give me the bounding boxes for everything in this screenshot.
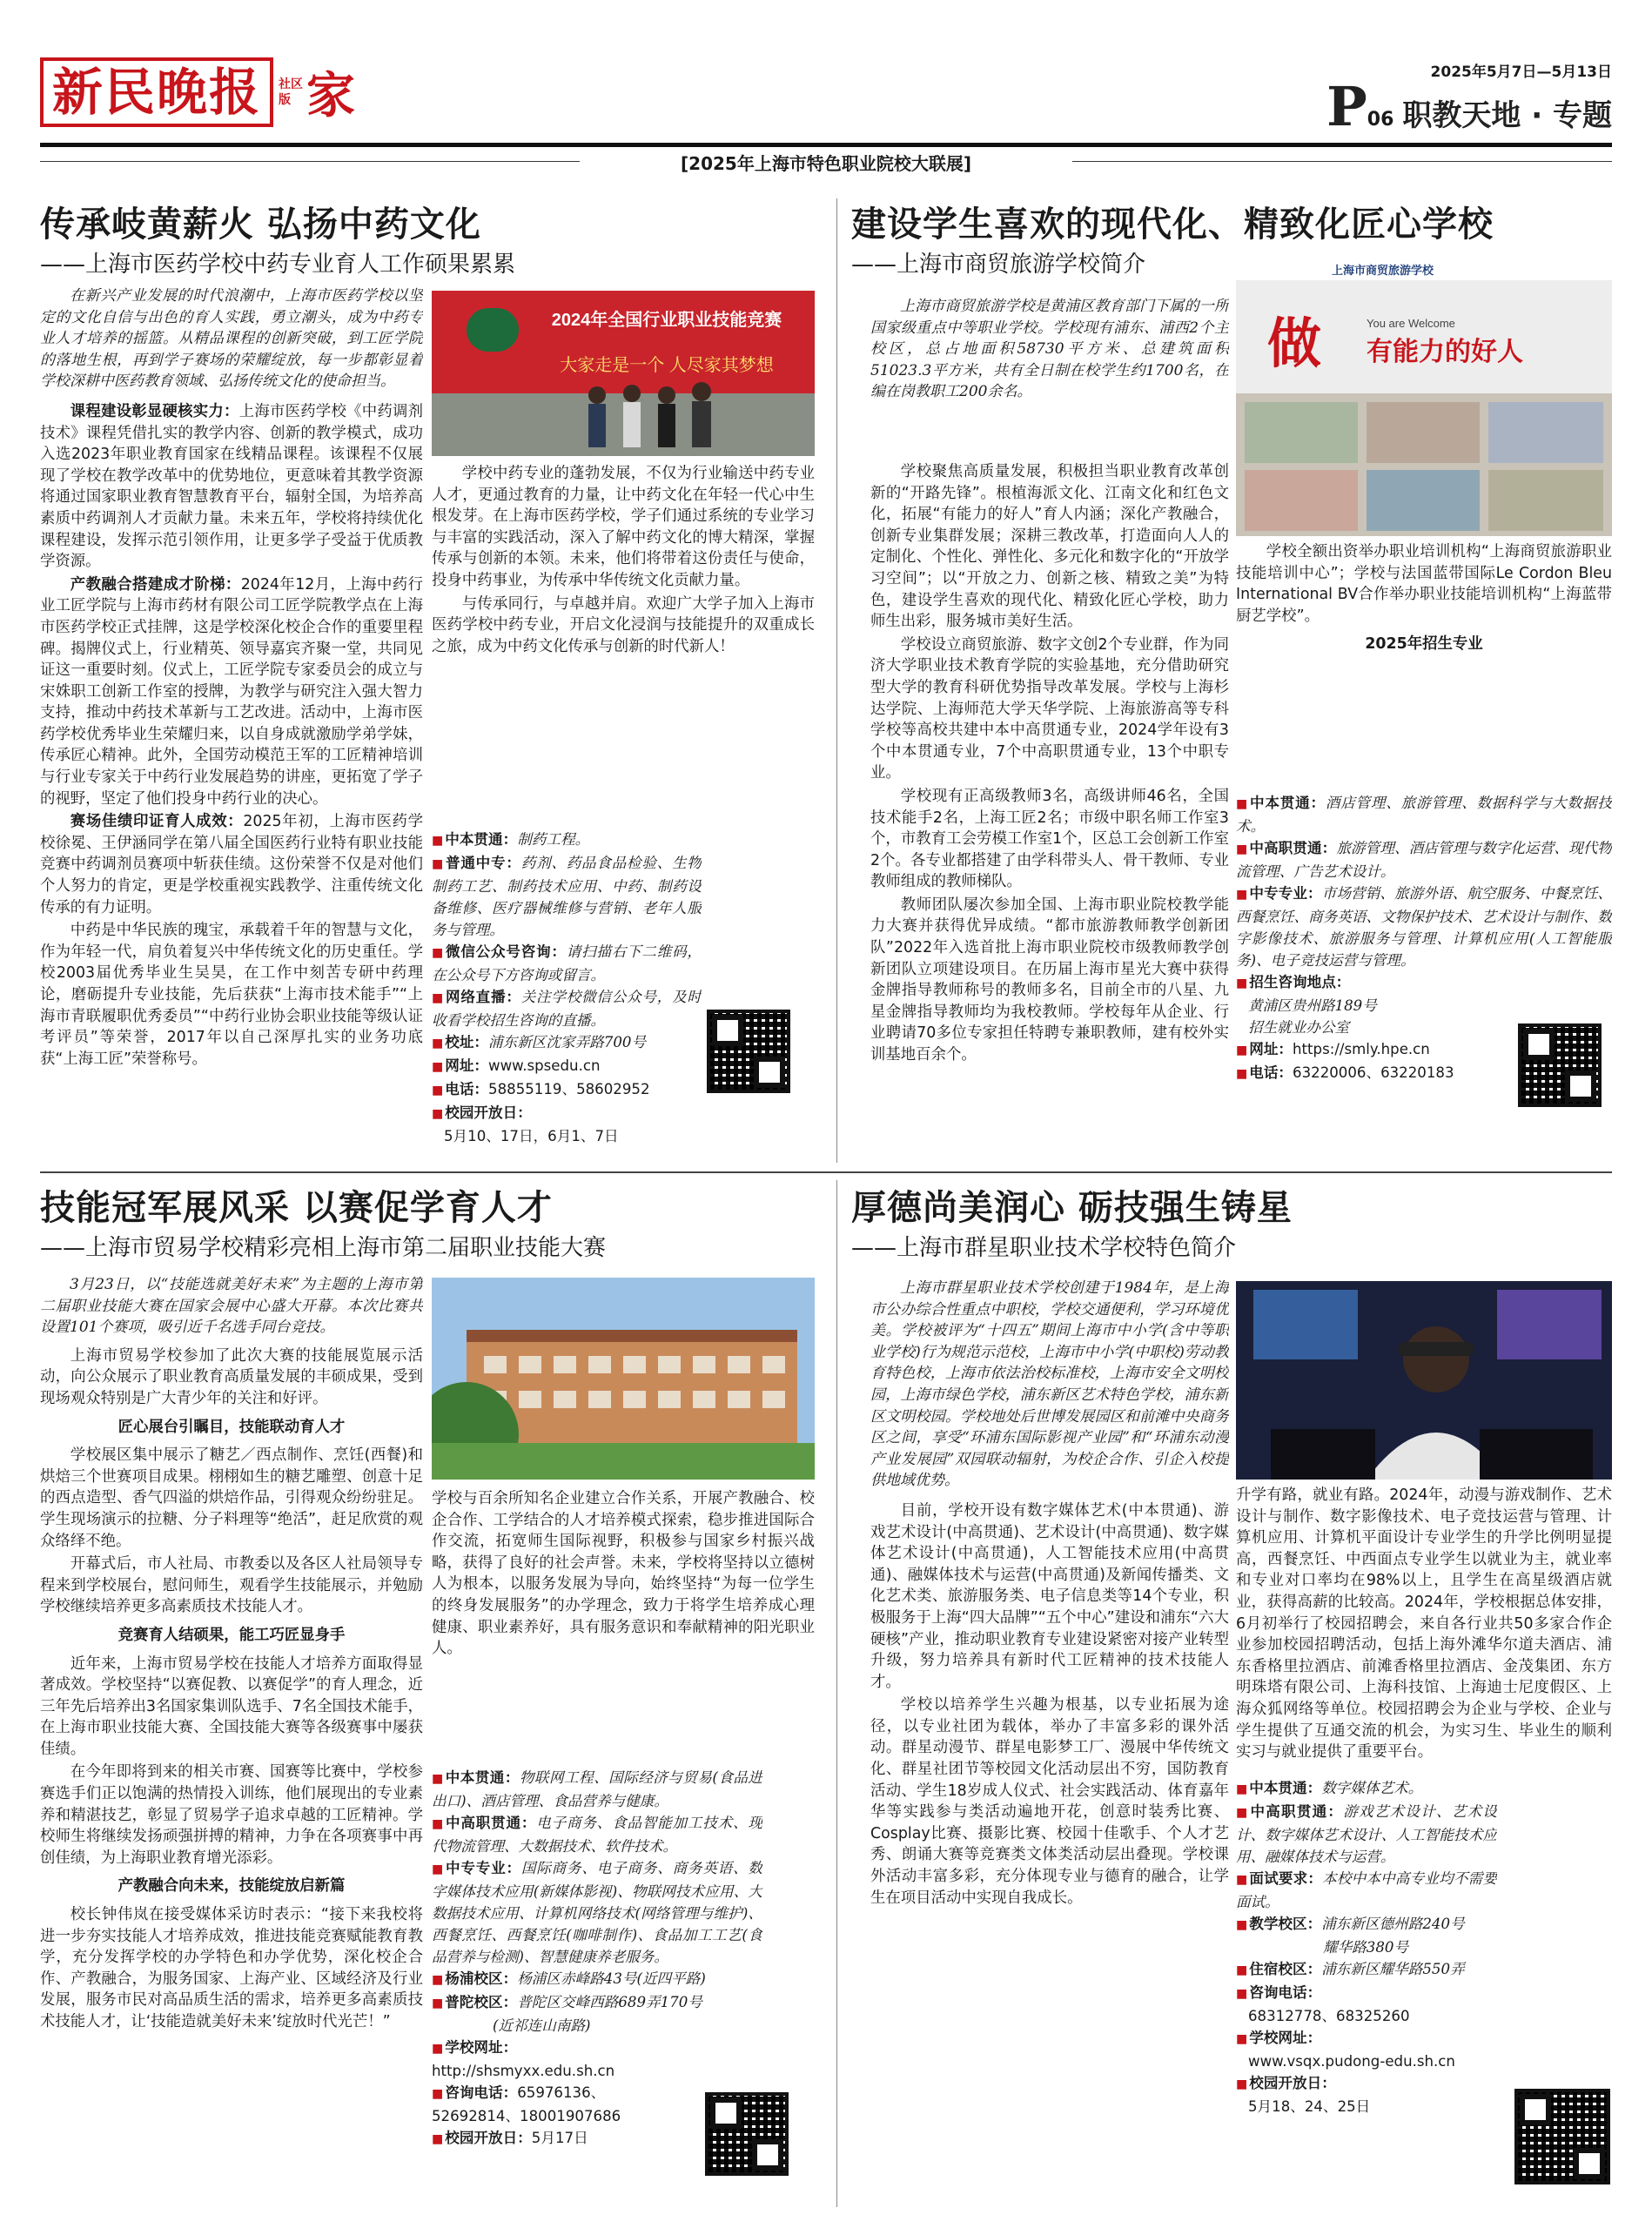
info-value: 数字媒体艺术。: [1321, 1780, 1423, 1796]
paragraph: 与传承同行，与卓越并肩。欢迎广大学子加入上海市医药学校中药专业，开启文化浸润与技能提升的双重成长之旅，成为中药文化传承与创新的时代新人！: [432, 594, 815, 655]
info-row: [1236, 1958, 1497, 1982]
article-title: 建设学生喜欢的现代化、精致化匠心学校: [851, 205, 1494, 245]
info-row: [1236, 2027, 1497, 2050]
info-row: [1236, 1936, 1497, 1958]
paragraph: 学校以培养学生兴趣为根基，以专业拓展为途径，以专业社团为载体，举办了丰富多彩的课外活动。群星动漫节、群星电影梦工厂、漫展中华传统文化、群星社团节等校园文化活动层出不穷，国防教育活动、学生18岁成人仪式、社会实践活动、体育嘉年华等实践参与类活动遍地开花，创意时装秀比赛、Cosplay比赛、摄影比赛、校园十佳歌手、个人才艺秀、朗诵大赛等竞赛类文体类活动层出叠现。学校课外活动丰富多彩，充分体现专业与德育的融合，让学生在项目活动中实现自我成长。: [870, 1696, 1229, 1907]
article-4-column-2: [1236, 1485, 1612, 1772]
info-label: ■ 中高职贯通：: [1236, 1803, 1343, 1820]
paragraph-heading: 匠心展台引瞩目，技能联动育人才: [118, 1418, 346, 1436]
info-row: [432, 829, 702, 852]
info-label: ■ 校址：: [432, 1034, 488, 1050]
info-row: [1236, 2050, 1497, 2072]
info-row: [432, 1078, 702, 1102]
paragraph: 学校全额出资举办职业培训机构“上海商贸旅游职业技能培训中心”；学校与法国蓝带国际Le Cordon Bleu International BV合作举办职业技能培训机构“上海蓝带厨艺学校”。: [1236, 543, 1612, 625]
info-label: ■ 中专专业：: [432, 1860, 521, 1876]
page-number: 06: [1367, 109, 1394, 131]
info-label: ■ 电话：: [1236, 1064, 1293, 1081]
info-row: [432, 852, 702, 941]
article-title: 传承岐黄薪火 弘扬中药文化: [40, 205, 481, 245]
article-subtitle: ——上海市医药学校中药专业育人工作硕果累累: [40, 252, 516, 278]
paragraph: [40, 401, 423, 573]
info-row: [432, 986, 702, 1031]
article-title: 厚德尚美润心 砺技强生铸星: [851, 1188, 1293, 1228]
info-label: ■ 中本贯通：: [432, 831, 517, 848]
info-row: [1236, 2072, 1497, 2096]
article-2-column-2: [1236, 541, 1612, 785]
article-2-lead: [870, 296, 1229, 461]
info-row: [432, 2060, 762, 2082]
info-label: ■ 面试要求：: [1236, 1870, 1322, 1887]
info-label: ■ 中本贯通：: [1236, 1780, 1321, 1796]
info-row: [432, 941, 702, 986]
photo-welcome-text: You are Welcome: [1367, 317, 1455, 330]
article-2-column-1: [870, 461, 1229, 1158]
info-row: [432, 1125, 702, 1147]
info-row: [1236, 2096, 1497, 2117]
info-label: ■ 网址：: [1236, 1041, 1293, 1057]
info-value: 5月17日: [531, 2130, 588, 2146]
school-campus-photo: [1236, 258, 1612, 536]
article-lead: 3月23日，以“技能选就美好未来”为主题的上海市第二届职业技能大赛在国家会展中心盛大开幕。本次比赛共设置101个赛项，吸引近千名选手同台竞技。: [40, 1276, 423, 1337]
info-row: [1236, 995, 1612, 1017]
info-row: [1236, 1982, 1497, 2005]
article-1-column-1: [40, 285, 423, 1161]
info-value: 5月10、17日，6月1、7日: [444, 1128, 619, 1144]
info-row: [432, 1812, 762, 1857]
page-letter: P: [1326, 75, 1367, 138]
article-medicine-school: [40, 202, 815, 280]
competition-group-photo: [432, 291, 815, 456]
paragraph: 教师团队屡次参加全国、上海市职业院校教学能力大赛并获得优异成绩。“都市旅游教师教学创新团队”2022年入选首批上海市职业院校市级教师教学创新团队立项建设项目。在历届上海市星光大赛中获得金牌指导教师称号的教师多名，目前全市的八星、九星金牌指导教师均为我校教师。学校每年从企业、行业聘请70多位专家担任特聘专兼职教师，建有校外实训基地百余个。: [870, 896, 1229, 1064]
paragraph: 在今年即将到来的相关市赛、国赛等比赛中，学校参赛选手们正以饱满的热情投入训练，他们展现出的专业素养和精湛技艺，彰显了贸易学子追求卓越的工匠精神。学校师生将继续发扬顽强拼搏的精神，力争在各项赛事中再创佳绩，为上海职业教育增光添彩。: [40, 1763, 423, 1867]
article-4-column-1: [870, 1278, 1229, 2205]
article-subtitle: ——上海市群星职业技术学校特色简介: [851, 1235, 1237, 1261]
logo-subtitle: [279, 77, 303, 108]
qr-code-icon[interactable]: [705, 2092, 789, 2176]
info-label: ■ 教学校区：: [1236, 1916, 1321, 1932]
article-3-column-1: [40, 1274, 423, 2205]
info-label: ■ 中本贯通：: [1236, 795, 1326, 811]
info-row: [432, 1055, 702, 1078]
section-title: 职教天地 · 专题: [1402, 98, 1612, 133]
info-value: (近祁连山南路): [493, 2017, 591, 2034]
article-4-enrollment-info: [1236, 1777, 1497, 2205]
header-rule: [40, 143, 1612, 147]
paragraph: 升学有路，就业有路。2024年，动漫与游戏制作、艺术设计与制作、数字影像技术、电子竞技运营与管理、计算机应用、计算机平面设计专业学生的升学比例明显提高，西餐烹饪、中西面点专业学生以就业为主，就业率和专业对口率均在98%以上，且学生在高星级酒店就业，获得高薪的比较高。2024年，学校根据总体安排，6月初举行了校园招聘会，来自各行业共50多家合作企业参加校园招聘活动，包括上海外滩华尔道夫酒店、浦东香格里拉酒店、前滩香格里拉酒店、金茂集团、东方明珠塔有限公司、上海科技馆、上海迪士尼度假区、上海众狐网络等单位。校园招聘会为企业与学校、企业与学生提供了互通交流的机会，为实习生、毕业生的顺利实习与就业提供了重要平台。: [1236, 1486, 1612, 1762]
info-value: 52692814、18001907686: [432, 2108, 621, 2124]
info-value: 请扫描右下二维码，在公众号下方咨询或留言。: [432, 943, 702, 983]
paragraph-text: 2025年初，上海市医药学校徐冕、王伊涵同学在第八届全国医药行业特有职业技能竞赛中药调剂员赛项中斩获佳绩。这份荣誉不仅是对他们个人努力的肯定，更是学校重视实践教学、注重传统文化传承的有力证明。: [40, 813, 423, 916]
info-row: [432, 1857, 762, 1968]
info-value: 招生就业办公室: [1248, 1019, 1350, 1036]
newspaper-logo: [40, 57, 355, 127]
photo-big-char: 做: [1267, 312, 1322, 375]
info-value: 国际商务、电子商务、商务英语、数字媒体技术应用(新媒体影视)、物联网技术应用、大数据技术应用、计算机网络技术(网络管理与维护)、西餐烹饪、西餐烹饪(咖啡制作)、食品加工工艺(食品营养与检测)、智慧健康养老服务。: [432, 1860, 762, 1965]
paragraph: 中药是中华民族的瑰宝，承载着千年的智慧与文化，作为年轻一代，肩负着复兴中华传统文化的历史重任。学校2003届优秀毕业生吴昊，在工作中刻苦专研中药理论，磨砺提升专业技能，先后获获“上海市技术能手”“上海市青联履职优秀委员”“中药行业协会职业技能等级认证考评员”等荣誉，2017年以自己深厚扎实的业务功底获“上海工匠”荣誉称号。: [40, 922, 423, 1068]
info-label: ■ 中专专业：: [1236, 885, 1322, 902]
info-label: ■ 中高职贯通：: [1236, 840, 1336, 856]
info-label: ■ 校园开放日：: [1236, 2075, 1336, 2091]
photo-school-name: 上海市商贸旅游学校: [1332, 264, 1434, 277]
info-value: 普陀区交峰西路689弄170号: [517, 1994, 702, 2010]
info-label: ■ 校园开放日：: [432, 2130, 532, 2146]
paragraph: 目前，学校开设有数字媒体艺术(中本贯通)、游戏艺术设计(中高贯通)、艺术设计(中高贯通)、数字媒体艺术设计(中高贯通)，人工智能技术应用(中高贯通)、融媒体技术与运营(中高贯通)及新闻传播类、文化艺术类、旅游服务类、电子信息类等14个专业，积极服务于上海“四大品牌”“五个中心”建设和浦东“六大硬核”产业，推动职业教育专业建设紧密对接产业转型升级，努力培养具有新时代工匠精神的技术技能人才。: [870, 1501, 1229, 1691]
paragraph: 学校与百余所知名企业建立合作关系，开展产教融合、校企合作、工学结合的人才培养模式探索，稳步推进国际合作交流，拓宽师生国际视野，积极参与国家乡村振兴战略，获得了良好的社会声誉。未来，学校将坚持以立德树人为根本，以服务发展为导向，始终坚持“为每一位学生的终身发展服务”的办学理念，致力于将学生培养成心理健康、职业素养好，具有服务意识和奉献精神的阳光职业人。: [432, 1490, 815, 1658]
website-link[interactable]: www.spsedu.cn: [488, 1057, 601, 1074]
logo-sub-1: 社区: [279, 77, 304, 91]
paragraph-heading: 竞赛育人结硕果，能工巧匠显身手: [118, 1626, 346, 1644]
feature-band: [2025年上海市特色职业院校大联展]: [40, 150, 1612, 172]
info-label: ■ 网址：: [432, 1057, 488, 1074]
info-row: [1236, 1777, 1497, 1801]
info-label: ■ 咨询电话：: [1236, 1984, 1321, 2001]
info-value: 58855119、58602952: [488, 1081, 650, 1097]
website-link[interactable]: https://smly.hpe.cn: [1293, 1041, 1430, 1057]
website-link[interactable]: http://shsmyxx.edu.sh.cn: [432, 2063, 615, 2079]
info-row: [432, 1767, 762, 1812]
paragraph: [40, 811, 423, 918]
info-row: [1236, 837, 1612, 882]
info-row: [432, 1991, 762, 2015]
info-label: ■ 中高职贯通：: [432, 1815, 536, 1831]
info-label: ■ 住宿校区：: [1236, 1961, 1321, 1977]
qr-code-icon[interactable]: [1514, 2089, 1610, 2184]
paragraph: 开幕式后，市人社局、市教委以及各区人社局领导专程来到学校展台，慰问师生，观看学生技能展示，并勉励学校继续培养更多高素质技术技能人才。: [40, 1555, 423, 1616]
info-value: 关注学校微信公众号，及时收看学校招生咨询的直播。: [432, 989, 702, 1029]
info-value: 浦东新区德州路240号: [1321, 1916, 1465, 1932]
info-label: ■ 校园开放日：: [432, 1104, 532, 1121]
info-label: ■ 招生咨询地点：: [1236, 974, 1350, 990]
paragraph: 学校聚焦高质量发展，积极担当职业教育改革创新的“开路先锋”。根植海派文化、江南文化和红色文化，拓展“有能力的好人”育人内涵；深化产教融合，创新专业集群发展；深耕三教改革，打造面向人人的定制化、个性化、弹性化、多元化和数字化的“开放学习空间”；以“开放之力、创新之核、精致之美”为特色，建设学生喜欢的现代化、精致化匠心学校，助力师生出彩，服务城市美好生活。: [870, 463, 1229, 631]
photo-slogan-text: 大家走是一个 人尽家其梦想: [560, 356, 774, 375]
esports-student-photo: [1236, 1281, 1612, 1480]
masthead: [40, 57, 1612, 138]
info-value: 浦东新区耀华路550弄: [1321, 1961, 1465, 1977]
info-label: ■ 咨询电话：: [432, 2084, 517, 2101]
info-row: [1236, 1868, 1497, 1913]
info-value: 68312778、68325260: [1248, 2008, 1410, 2024]
article-lead: 在新兴产业发展的时代浪潮中，上海市医药学校以坚定的文化自信与出色的育人实践，勇立潮头，成为中药专业人才培养的摇篮。从精品课程的创新突破，到工匠学院的落地生根，再到学子赛场的荣耀绽放，每一步都彰显着学校深耕中医药教育领域、弘扬传统文化的使命担当。: [40, 287, 423, 391]
info-value: 酒店管理、旅游管理、数据科学与大数据技术。: [1236, 795, 1612, 835]
info-label: ■ 微信公众号咨询：: [432, 943, 567, 960]
campus-photo-illustration: [1236, 258, 1612, 536]
info-value: 游戏艺术设计、艺术设计、数字媒体艺术设计、人工智能技术应用、融媒体技术与运营。: [1236, 1803, 1497, 1865]
paragraph-text: 2024年12月，上海中药行业工匠学院与上海市药材有限公司工匠学院教学点在上海市医药学校正式挂牌，这是学校深化校企合作的重要里程碑。揭牌仪式上，行业精英、领导嘉宾齐聚一堂，共同见证这一重要时刻。仪式上，工匠学院专家委员会的成立与宋姝职工创新工作室的授牌，为教学与研究注入强大智力支持，推动中药技术革新与工艺改进。活动中，上海市医药学校优秀毕业生荣耀归来，以自身成就激励学弟学妹，传承匠心精神。此外，全国劳动模范王军的工匠精神培训与行业专家关于中药行业发展趋势的讲座，更拓宽了学子的视野，坚定了他们投身中药行业的决心。: [40, 575, 423, 808]
info-row: [1236, 2005, 1497, 2027]
campus-building-photo: [432, 1278, 815, 1480]
paragraph: 校长钟伟岚在接受媒体采访时表示：“接下来我校将进一步夯实技能人才培养成效，推进技能竞赛赋能教育教学，充分发挥学校的办学特色和办学优势，深化校企合作、产教融合，为服务国家、上海产业、区域经济及行业发展，服务市民对高品质生活的需求，培养更多高素质技术技能人才，让‘技能造就美好未来’绽放时代光芒！”: [40, 1906, 423, 2030]
info-value: 耀华路380号: [1323, 1939, 1409, 1956]
info-value: 市场营销、旅游外语、航空服务、中餐烹饪、西餐烹饪、商务英语、文物保护技术、艺术设计与制作、数字影像技术、旅游服务与管理、计算机应用(人工智能服务)、电子竞技运营与管理。: [1236, 885, 1612, 969]
column-divider: [836, 198, 837, 1163]
article-lead: 上海市群星职业技术学校创建于1984年，是上海市公办综合性重点中职校，学校交通便利，学习环境优美。学校被评为“十四五”期间上海市中小学(含中等职业学校)行为规范示范校，上海市中小学(中职校)劳动教育特色校，上海市依法治校标准校，上海市安全文明校园，上海市绿色学校，浦东新区艺术特色学校，浦东新区文明校园。学校地处后世博发展园区和前滩中央商务区之间，享受“环浦东国际影视产业园”和“环浦东动漫产业发展园”双园联动辐射，为校企合作、引企入校提供地域优势。: [870, 1279, 1229, 1490]
info-value: 药剂、药品食品检验、生物制药工艺、制药技术应用、中药、制药设备维修、医疗器械维修与营销、老年人服务与管理。: [432, 855, 702, 938]
info-row: [432, 1968, 762, 1991]
article-lead: 上海市商贸旅游学校是黄浦区教育部门下属的一所国家级重点中等职业学校。学校现有浦东、浦西2个主校区，总占地面积58730平方米、总建筑面积51023.3平方米，共有全日制在校学生约1700名，在编在岗教职工200余名。: [870, 298, 1229, 401]
logo-jia: 家: [306, 67, 356, 124]
paragraph: 学校设立商贸旅游、数字文创2个专业群，作为同济大学职业技术教育学院的实验基地，充分借助研究型大学的教育科研优势指导改革发展。学校与上海杉达学院、上海师范大学天华学院、上海旅游高等专科学校等高校共建中本中高贯通专业，2024学年设有3个中本贯通专业，7个中高职贯通专业，13个中职专业。: [870, 635, 1229, 782]
article-title: 技能冠军展风采 以赛促学育人才: [40, 1188, 553, 1228]
info-value: 黄浦区贵州路189号: [1248, 997, 1377, 1014]
esports-photo-illustration: [1236, 1281, 1612, 1480]
paragraph-text: 上海市医药学校《中药调剂技术》课程凭借扎实的教学内容、创新的教学模式，成功入选2023年职业教育国家在线精品课程。该课程不仅展现了学校在教学改革中的优势地位，更意味着其教学资源将通过国家职业教育智慧教育平台，辐射全国，为培养高素质中药调剂人才贡献力量。未来五年，学校将持续优化课程建设，发挥示范引领作用，让更多学子受益于优质教学资源。: [40, 402, 423, 571]
info-value: 本校中本中高专业均不需要面试。: [1236, 1870, 1497, 1910]
paragraph: [40, 574, 423, 810]
info-label: ■ 普通中专：: [432, 855, 521, 871]
info-row: [432, 2015, 762, 2037]
issue-date: 2025年5月7日—5月13日: [1430, 64, 1612, 81]
photo-banner-text: 2024年全国行业职业技能竞赛: [551, 311, 782, 330]
qr-code-icon[interactable]: [1518, 1023, 1602, 1107]
column-divider: [836, 1180, 837, 2207]
photo-slogan-text: 有能力的好人: [1367, 338, 1523, 366]
paragraph: 上海市贸易学校参加了此次大赛的技能展览展示活动，向公众展示了职业教育高质量发展的丰硕成果，受到现场观众特别是广大青少年的关注和好评。: [40, 1346, 423, 1407]
info-label: ■ 电话：: [432, 1081, 488, 1097]
info-label: ■ 杨浦校区：: [432, 1970, 517, 1987]
info-label: ■ 网络直播：: [432, 989, 521, 1005]
info-row: [432, 1031, 702, 1055]
info-value: 65976136、: [517, 2084, 606, 2101]
info-row: [1236, 1801, 1497, 1868]
section-divider: [40, 1171, 1612, 1173]
info-value: 63220006、63220183: [1293, 1064, 1454, 1081]
info-value: 物联网工程、国际经济与贸易(食品进出口)、酒店管理、食品营养与健康。: [432, 1769, 762, 1809]
paragraph: 学校现有正高级教师3名，高级讲师46名，全国技术能手2名，上海工匠2名；市级中职名师工作室3个，市教育工会劳模工作室1个，区总工会创新工作室2个。各专业都搭建了由学科带头人、骨干教师、专业教师组成的教师梯队。: [870, 787, 1229, 891]
info-row: [1236, 792, 1612, 837]
paragraph-heading: 赛场佳绩印证育人成效：: [70, 813, 244, 831]
info-row: [1236, 882, 1612, 971]
info-value: 浦东新区沈家弄路700号: [488, 1034, 647, 1050]
qr-code-icon[interactable]: [707, 1010, 790, 1093]
article-subtitle: ——上海市商贸旅游学校简介: [851, 252, 1146, 278]
info-row: [1236, 1913, 1497, 1936]
paragraph: 学校展区集中展示了糖艺／西点制作、烹饪(西餐)和烘焙三个世赛项目成果。栩栩如生的糖艺雕塑、创意十足的西点造型、香气四溢的烘焙作品，引得观众纷纷驻足。学生现场演示的拉糖、分子料理等“绝活”，赶足欣赏的观众络绎不绝。: [40, 1446, 423, 1550]
competition-photo-illustration: [432, 291, 815, 456]
info-row: [432, 1102, 702, 1125]
paragraph: 近年来，上海市贸易学校在技能人才培养方面取得显著成效。学校坚持“以赛促教、以赛促学”的育人理念，近三年先后培养出3名国家集训队选手、7名全国技术能手，在上海市职业技能大赛、全国技能大赛等各级赛事中屡获佳绩。: [40, 1654, 423, 1758]
info-value: 杨浦区赤峰路43号(近四平路): [517, 1970, 706, 1987]
paragraph: 学校中药专业的蓬勃发展，不仅为行业输送中药专业人才，更通过教育的力量，让中药文化在年轻一代心中生根发芽。在上海市医药学校，学子们通过系统的专业学习与丰富的实践活动，深入了解中药文化的博大精深，掌握传承与创新的本领。未来，他们将带着这份责任与使命，投身中药事业，为传承中华传统文化贡献力量。: [432, 465, 815, 589]
paragraph-heading: 课程建设彰显硬核实力：: [70, 402, 239, 420]
info-row: [432, 2037, 762, 2060]
paragraph-heading: 产教融合向未来，技能绽放启新篇: [118, 1877, 346, 1896]
article-qunxing-school: [851, 1185, 1612, 1264]
website-link[interactable]: www.vsqx.pudong-edu.sh.cn: [1248, 2053, 1455, 2070]
logo-title: 新民晚报: [40, 57, 273, 127]
article-1-enrollment-info: [432, 829, 702, 1158]
page-tag: [1326, 75, 1612, 138]
article-trade-school: [40, 1185, 815, 1264]
enrollment-heading: 2025年招生专业: [1365, 635, 1483, 654]
campus-photo-illustration: [432, 1278, 815, 1480]
paragraph-heading: 产教融合搭建成才阶梯：: [70, 575, 241, 594]
info-value: 电子商务、食品智能加工技术、现代物流管理、大数据技术、软件技术。: [432, 1815, 762, 1855]
article-1-column-2: [432, 463, 815, 829]
info-label: ■ 中本贯通：: [432, 1769, 520, 1786]
info-value: 5月18、24、25日: [1248, 2098, 1371, 2115]
info-value: 制药工程。: [517, 831, 590, 848]
info-value: 旅游管理、酒店管理与数字化运营、现代物流管理、广告艺术设计。: [1236, 840, 1612, 880]
info-label: ■ 普陀校区：: [432, 1994, 517, 2010]
info-label: ■ 学校网址：: [1236, 2030, 1321, 2046]
article-subtitle: ——上海市贸易学校精彩亮相上海市第二届职业技能大赛: [40, 1235, 607, 1261]
info-row: [1236, 971, 1612, 995]
info-label: ■ 学校网址：: [432, 2039, 517, 2056]
logo-sub-2: 版: [279, 93, 292, 107]
